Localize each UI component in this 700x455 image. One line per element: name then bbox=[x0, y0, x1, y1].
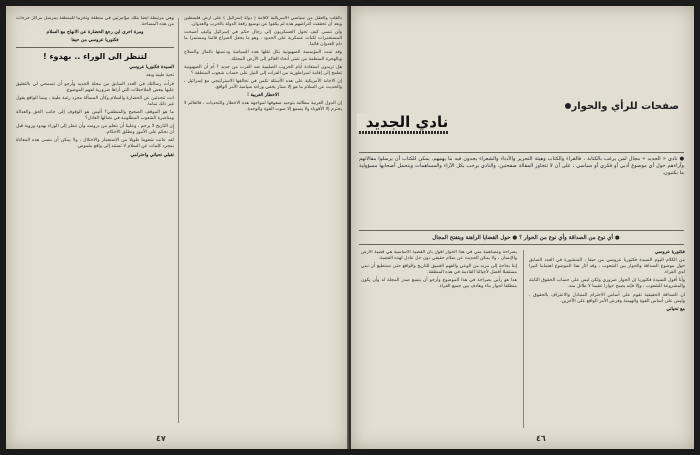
paragraph: بالقلب والعقل من سياسي الامبريالية لاقامة ( دولة إسرائيل ) على أرض فلسطين وبعد أن تحققت أغراضهم هذه لم يكفوا عن توسيع رقعة الدولة بالحرب والعدوان. bbox=[184, 16, 342, 28]
signature: فكتوريا عروسي من حيفا bbox=[71, 38, 119, 44]
left-page bbox=[6, 6, 349, 449]
mid-rule bbox=[359, 244, 684, 245]
paragraph: انت تتحدثين عن الحضارة والسلام وكأن المسألة مجرد رغبة طيبة ، بينما الواقع يقول غير ذلك تماما. bbox=[16, 95, 174, 107]
closing: تقبلي تحياتي واحترامي bbox=[130, 152, 174, 158]
column-divider bbox=[523, 250, 524, 428]
paragraph: إن الاجابة الأمريكية على هذه الأسئلة تكمن في تحالفها الاستراتيجي مع إسرائيل ، والحديث عن السلام ما هو إلا ستار يخفي وراءه سياسة الأمر الواقع. bbox=[184, 78, 342, 90]
question-line: ومرة اخرى اين رجع الحضارة عن الانهاج مع السلام bbox=[46, 30, 144, 36]
header-rule bbox=[359, 152, 684, 153]
paragraph: ما هو الموقف الصحيح والمنطقي؟ أليس هو الوقوف إلى جانب الحق والعدالة ومناصرة الشعوب المظلومة في نضالها العادل؟ bbox=[16, 109, 174, 122]
section-header bbox=[469, 101, 679, 112]
paragraph: لقد عانت شعوبنا طويلا من الاستعمار والاحتلال ، ولا يمكن أن ننسى هذه المعاناة بمجرد كلمات عن السلام لا تستند إلى واقع ملموس. bbox=[16, 138, 174, 150]
subheading: الاخطار العربية ! bbox=[247, 93, 279, 99]
paragraph: ان الصداقة الحقيقية تقوم على أساس الاحترام المتبادل والاعتراف بالحقوق ، وليس على أساس القوة والهيمنة وفرض الأمر الواقع على الآخرين. bbox=[529, 292, 685, 304]
club-title: نادي الجديد bbox=[357, 113, 457, 131]
paragraph: إن التاريخ لا يرحم ، وعلينا أن نتعلم من دروسه وأن ننظر إلى الوراء بهدوء وروية قبل أن نحكم على الأمور ونطلق الأحكام. bbox=[16, 124, 174, 136]
paragraph: هل تريدون استعادة أيام الحروب الصليبية ضد العرب من جديد ؟ أم أن الصهيونية تطمح إلى إقامة امبراطورية من الفرات إلى النيل على حساب شعوب المنطقة ؟ bbox=[184, 64, 342, 76]
right-page-left-column bbox=[361, 250, 517, 428]
club-title-box bbox=[351, 104, 455, 148]
signature: فكتوريا عروسي bbox=[654, 250, 685, 255]
page-number: ٤٧ bbox=[156, 434, 166, 443]
paragraph: هذا هو رأيي بصراحة في هذا الموضوع وأرجو أن يتسع صدر المجلة له وأن يكون منطلقا لحوار بناء وهادف بين جميع القراء. bbox=[361, 278, 517, 290]
paragraph: إن الدول العربية مطالبة بتوحيد صفوفها لمواجهة هذه الاخطار والتحديات ، فالعالم لا يحترم إلا الأقوياء ولا يسمع إلا صوت القوة والوحدة. bbox=[184, 101, 342, 113]
paragraph: إننا بحاجة إلى مزيد من الوعي والفهم العميق للتاريخ والواقع حتى نستطيع أن نبني مستقبلا أفضل لأجيالنا القادمة في هذه المنطقة. bbox=[361, 264, 517, 276]
column-divider bbox=[178, 18, 179, 423]
paragraph: ولن ننسى كيف تحول العسكريون إلى رجال حكم في إسرائيل وكيف أصبحت المستعمرات ثكنات عسكرية على الحدود ، وهو ما يجعل الصراع قائما ومستمرا ما دام العدوان قائما. bbox=[184, 30, 342, 48]
article-title: لتنظر الى الوراء .. بهدوء ! bbox=[43, 52, 147, 62]
paragraph: وقد تبنت المؤسسة الصهيونية بكل ثقلها هذه السياسة ودعمتها بالمال والسلاح وبالهجرة المنظمة من شتى أنحاء العالم إلى الأرض المحتلة. bbox=[184, 50, 342, 62]
section-title: صفحات للرأي والحوار bbox=[571, 101, 679, 112]
paragraph: من الكلام اليوم السيدة فكتوريا عروسي من حيفا ، المنشورة في العدد السابق حول موضوع الصداقة والحوار بين الشعوب ، وقد أثار هذا الموضوع اهتماما كبيرا لدى القراء. bbox=[529, 258, 685, 276]
left-page-right-column bbox=[184, 16, 342, 426]
addressee: السيدة فكتوريا عروسي bbox=[129, 65, 174, 71]
paragraph: قرأت رسالتك في العدد السابق من مجلة الجديد وأرجو أن تسمحي لي بالتعليق عليها ببعض الملاحظات التي أراها ضرورية لفهم الموضوع. bbox=[16, 81, 174, 93]
closing: مع تحياتي bbox=[666, 306, 685, 312]
mid-heading: ● أي نوع من الصداقة وأي نوع من الحوار ؟ ● حول القضايا الراهنة ويتفتح المجال bbox=[432, 235, 620, 241]
intro-rule bbox=[359, 230, 684, 231]
magazine-spread bbox=[6, 6, 694, 449]
page-number: ٤٦ bbox=[536, 434, 546, 443]
right-page bbox=[351, 6, 694, 449]
paragraph: بصراحة ومساهمة مني في هذا الحوار أقول بأن القضية الأساسية هي قضية الأرض والإنسان ، ولا يمكن الحديث عن سلام حقيقي دون حل عادل لهذه القضية. bbox=[361, 250, 517, 262]
paragraph: وهي مرتبطة ايضا بتلك مؤامرتين في منطقة وتخريبا للمنطقة بمرسل مراكز حرجات من هذه المساحة. bbox=[16, 16, 174, 28]
greeting: تحية طيبة وبعد bbox=[145, 73, 174, 79]
paragraph: وأنا أقول للسيدة فكتوريا إن الحوار ضروري ولكن ليس على حساب الحقوق الثابتة والمشروعة للشعوب ، وإلا فإنه يصبح حوارا عقيما لا طائل منه. bbox=[529, 278, 685, 290]
divider bbox=[16, 47, 174, 48]
club-intro: ● نادي « الجديد » مجال لمن يرغب بالكتابة ، فالقراء والكتاب وهيئة التحرير والأدباء والشعراء يجدون فيه ما يهمهم. يمكن للكتاب أن يرسلوا مقالاتهم وآراءهم حول أي موضوع أدبي أو فكري أو سياسي ، على أن لا تتجاوز المقالة صفحتين. والنادي يرحب بكل الآراء والمساهمات ويتحمل أصحابها مسؤولية ما يكتبون. bbox=[359, 156, 684, 176]
right-page-right-column bbox=[529, 250, 685, 428]
left-page-left-column bbox=[16, 16, 174, 426]
